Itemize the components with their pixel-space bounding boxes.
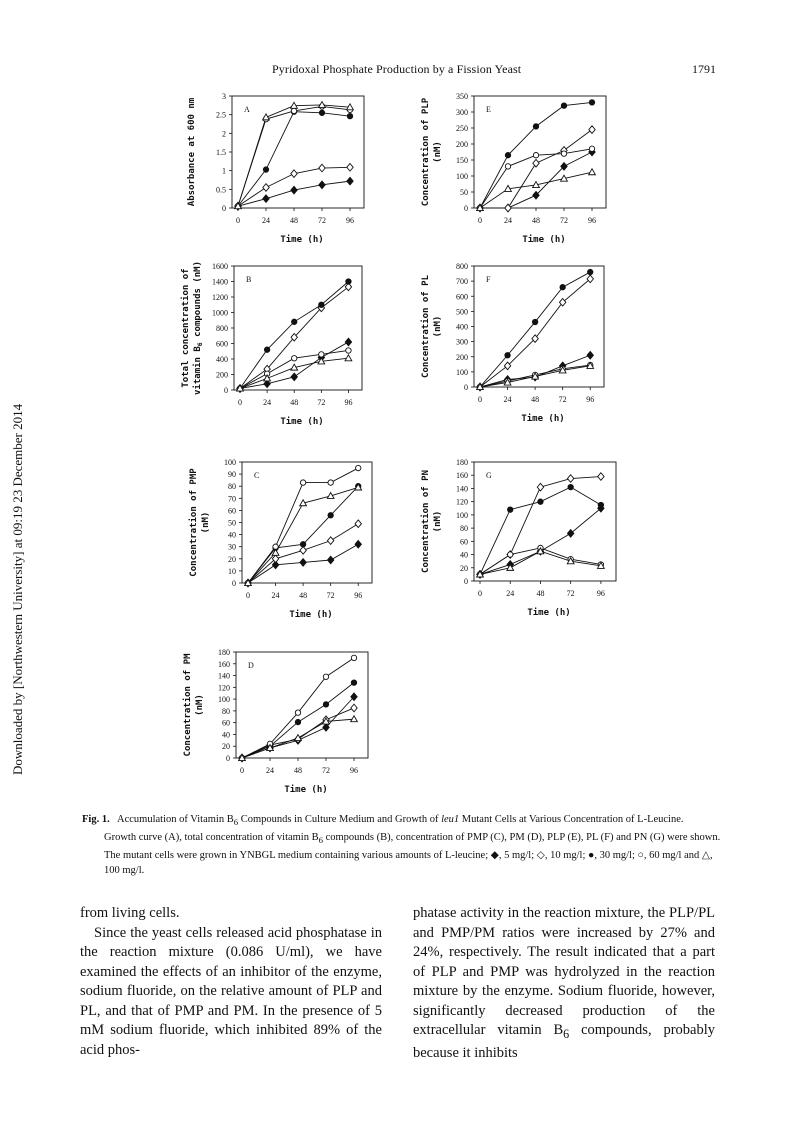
y-tick-label: 100 bbox=[456, 172, 468, 181]
data-point bbox=[351, 716, 358, 722]
data-point bbox=[588, 269, 593, 274]
y-tick-label: 180 bbox=[218, 648, 230, 657]
chart-panel-c bbox=[176, 454, 386, 630]
y-tick-label: 300 bbox=[456, 108, 468, 117]
x-tick-label: 0 bbox=[478, 216, 482, 225]
y-tick-label: 80 bbox=[222, 706, 230, 716]
data-point bbox=[508, 552, 513, 557]
y-axis-label-line: Concentration of PMP bbox=[189, 468, 199, 577]
data-point bbox=[356, 465, 361, 470]
data-point bbox=[537, 483, 543, 491]
data-point bbox=[291, 170, 297, 178]
data-point bbox=[319, 181, 325, 189]
figure-label: Fig. 1. bbox=[82, 814, 110, 825]
y-axis-label-line: Concentration of PN bbox=[421, 470, 431, 573]
data-point bbox=[345, 355, 352, 361]
y-tick-label: 40 bbox=[228, 530, 236, 540]
x-tick-label: 0 bbox=[246, 591, 250, 600]
x-tick-label: 0 bbox=[238, 398, 242, 407]
series-line bbox=[242, 697, 354, 758]
y-tick-label: 160 bbox=[218, 659, 230, 669]
y-axis-label-line: (nM) bbox=[195, 694, 205, 716]
data-point bbox=[587, 275, 593, 283]
data-point bbox=[263, 195, 269, 203]
y-tick-label: 0 bbox=[464, 383, 468, 392]
data-point bbox=[505, 164, 510, 169]
series-line bbox=[480, 172, 592, 208]
x-tick-label: 96 bbox=[344, 398, 353, 407]
x-tick-label: 72 bbox=[318, 216, 326, 225]
download-watermark-text: Downloaded by [Northwestern University] at 09:19 23 December 2014 bbox=[10, 403, 25, 775]
y-tick-label: 200 bbox=[456, 140, 468, 149]
x-tick-label: 72 bbox=[317, 398, 326, 407]
download-watermark bbox=[6, 375, 26, 775]
x-tick-label: 72 bbox=[326, 591, 335, 600]
data-point bbox=[568, 484, 573, 489]
series-line bbox=[480, 279, 590, 387]
y-axis-label-line: Concentration of PM bbox=[183, 653, 193, 757]
x-axis-label: Time (h) bbox=[280, 417, 324, 427]
data-point bbox=[533, 124, 538, 129]
data-point bbox=[532, 319, 537, 324]
chart-panel-b bbox=[166, 258, 380, 436]
chart-panel-e bbox=[408, 86, 618, 256]
y-tick-label: 30 bbox=[228, 542, 236, 552]
data-point bbox=[351, 655, 356, 660]
y-tick-label: 400 bbox=[456, 322, 468, 332]
y-tick-label: 0 bbox=[232, 579, 236, 588]
data-point bbox=[327, 537, 333, 545]
y-tick-label: 120 bbox=[456, 497, 468, 507]
panel-label: B bbox=[246, 275, 252, 284]
panel-label: E bbox=[486, 105, 491, 114]
x-tick-label: 96 bbox=[586, 395, 595, 404]
y-axis-label-line: Concentration of PL bbox=[421, 275, 431, 378]
data-point bbox=[300, 547, 306, 555]
y-tick-label: 3 bbox=[222, 92, 226, 101]
paragraph: Since the yeast cells released acid phosphatase in the reaction mixture (0.086 U/ml), we have examined the effects of an inhibitor of the enzyme, sodium fluoride, on the relative amount of PLP and PL, and that of PMP and PM. In the presence of 5 mM sodium fluoride, which inhibited 89% of the acid phos- bbox=[80, 924, 382, 1058]
y-tick-label: 50 bbox=[228, 518, 236, 528]
y-axis-label bbox=[188, 468, 211, 577]
plot-frame bbox=[234, 266, 362, 390]
chart-panel-a bbox=[170, 86, 380, 256]
data-point bbox=[346, 279, 351, 284]
data-point bbox=[328, 513, 333, 518]
y-tick-label: 20 bbox=[222, 742, 230, 752]
y-axis-label-line: Concentration of PLP bbox=[421, 97, 431, 207]
chart-panel-d bbox=[183, 642, 396, 804]
y-tick-label: 100 bbox=[224, 458, 236, 467]
x-tick-label: 24 bbox=[503, 395, 512, 404]
y-tick-label: 800 bbox=[216, 324, 228, 333]
data-point bbox=[589, 126, 595, 134]
y-tick-label: 50 bbox=[460, 188, 468, 197]
x-tick-label: 48 bbox=[299, 591, 308, 600]
x-tick-label: 24 bbox=[266, 766, 274, 775]
data-point bbox=[319, 302, 324, 307]
y-tick-label: 60 bbox=[222, 718, 230, 728]
data-point bbox=[505, 204, 511, 212]
y-tick-label: 1000 bbox=[212, 308, 228, 318]
y-axis-label-line: (nM) bbox=[201, 511, 211, 534]
x-tick-label: 72 bbox=[558, 395, 567, 404]
data-point bbox=[300, 542, 305, 547]
data-point bbox=[263, 184, 269, 192]
data-point bbox=[323, 702, 328, 707]
data-point bbox=[319, 164, 325, 172]
x-tick-label: 48 bbox=[290, 216, 298, 225]
x-tick-label: 96 bbox=[346, 216, 354, 225]
data-point bbox=[264, 375, 271, 381]
y-tick-label: 1600 bbox=[212, 262, 228, 271]
x-tick-label: 96 bbox=[596, 589, 605, 598]
x-tick-label: 24 bbox=[263, 398, 272, 407]
y-axis-label: Absorbance at 600 nm bbox=[187, 97, 197, 207]
y-axis-label-subscript: 6 bbox=[196, 342, 204, 347]
y-tick-label: 0 bbox=[464, 204, 468, 213]
y-tick-label: 10 bbox=[228, 566, 236, 576]
data-point bbox=[598, 473, 604, 481]
y-tick-label: 100 bbox=[218, 695, 230, 705]
data-point bbox=[561, 151, 566, 156]
y-axis-label-line: (nM) bbox=[433, 315, 443, 338]
y-tick-label: 20 bbox=[460, 563, 468, 573]
plot-frame bbox=[236, 652, 368, 758]
data-point bbox=[589, 169, 596, 175]
y-tick-label: 2 bbox=[222, 129, 226, 139]
y-tick-label: 200 bbox=[216, 370, 228, 380]
x-tick-label: 72 bbox=[566, 589, 575, 598]
y-axis-label bbox=[420, 274, 443, 378]
y-axis-label bbox=[420, 470, 443, 573]
data-point bbox=[351, 704, 357, 712]
series-line bbox=[480, 355, 590, 387]
y-tick-label: 180 bbox=[456, 458, 468, 467]
data-point bbox=[567, 530, 573, 538]
data-point bbox=[598, 502, 603, 507]
running-title: Pyridoxal Phosphate Production by a Fission Yeast bbox=[272, 62, 522, 76]
y-tick-label: 60 bbox=[228, 506, 236, 516]
data-point bbox=[508, 507, 513, 512]
y-axis-label bbox=[182, 653, 205, 757]
data-point bbox=[292, 319, 297, 324]
y-tick-label: 20 bbox=[228, 554, 236, 564]
y-tick-label: 250 bbox=[456, 124, 468, 133]
x-axis-label: Time (h) bbox=[280, 235, 324, 245]
y-tick-label: 300 bbox=[456, 337, 468, 347]
data-point bbox=[291, 108, 296, 113]
y-tick-label: 140 bbox=[218, 671, 230, 681]
y-tick-label: 120 bbox=[218, 683, 230, 693]
x-tick-label: 72 bbox=[322, 766, 330, 775]
y-tick-label: 700 bbox=[456, 277, 468, 287]
data-point bbox=[300, 480, 305, 485]
y-axis-label-part: compounds (nM) bbox=[193, 261, 203, 343]
x-tick-label: 0 bbox=[240, 766, 244, 775]
data-point bbox=[505, 353, 510, 358]
series-line bbox=[480, 508, 601, 574]
data-point bbox=[589, 100, 594, 105]
running-header bbox=[0, 62, 793, 82]
y-tick-label: 1 bbox=[222, 166, 226, 176]
data-point bbox=[561, 103, 566, 108]
data-point bbox=[263, 167, 268, 172]
data-point bbox=[295, 719, 300, 724]
x-tick-label: 72 bbox=[560, 216, 568, 225]
data-point bbox=[567, 475, 573, 483]
data-point bbox=[346, 348, 351, 353]
y-axis-label-line: (nM) bbox=[433, 141, 443, 163]
panel-label: D bbox=[248, 661, 254, 670]
chart-panel-g bbox=[416, 454, 626, 630]
panel-label: G bbox=[486, 471, 492, 480]
plot-frame bbox=[232, 96, 364, 208]
figure-title: Accumulation of Vitamin $B_6$ Compounds in Culture Medium and Growth of leu1 Mutant Cells at Various Concentration of L-Leucine. bbox=[117, 814, 684, 828]
x-tick-label: 0 bbox=[478, 589, 482, 598]
chart-panel-f bbox=[408, 258, 618, 436]
body-column-left bbox=[80, 904, 382, 1060]
data-point bbox=[328, 480, 333, 485]
panel-label: C bbox=[254, 471, 260, 480]
data-point bbox=[587, 351, 593, 359]
data-point bbox=[272, 555, 278, 563]
data-point bbox=[347, 113, 352, 118]
y-tick-label: 150 bbox=[456, 156, 468, 165]
y-tick-label: 70 bbox=[228, 494, 236, 504]
x-tick-label: 96 bbox=[354, 591, 363, 600]
x-axis-label: Time (h) bbox=[289, 610, 333, 620]
y-tick-label: 80 bbox=[460, 524, 468, 534]
data-point bbox=[538, 499, 543, 504]
y-tick-label: 40 bbox=[222, 730, 230, 740]
x-tick-label: 48 bbox=[532, 216, 540, 225]
x-axis-label: Time (h) bbox=[284, 785, 328, 795]
data-point bbox=[355, 540, 361, 548]
data-point bbox=[292, 356, 297, 361]
paragraph: from living cells. bbox=[80, 905, 180, 921]
y-tick-label: 1400 bbox=[212, 277, 228, 287]
y-tick-label: 160 bbox=[456, 471, 468, 481]
data-point bbox=[505, 153, 510, 158]
x-tick-label: 24 bbox=[262, 216, 270, 225]
y-tick-label: 90 bbox=[228, 470, 236, 480]
y-axis-label-line: Total concentration of bbox=[181, 268, 191, 388]
body-column-right bbox=[413, 904, 715, 1064]
y-tick-label: 40 bbox=[460, 550, 468, 560]
figure-caption bbox=[82, 812, 722, 878]
x-tick-label: 48 bbox=[290, 398, 299, 407]
paragraph: phatase activity in the reaction mixture, the PLP/PL and PMP/PM ratios were increased by 27% and 24%, respectively. The result indicated that a part of PLP and PMP was hydrolyzed in the reaction mixture by the enzyme. Sodium fluoride, however, significantly decreased production of the extracellular vitamin $B_6$ compounds, probably because it inhibits bbox=[413, 905, 715, 1062]
y-tick-label: 100 bbox=[456, 367, 468, 377]
y-tick-label: 0 bbox=[464, 577, 468, 586]
x-tick-label: 48 bbox=[531, 395, 540, 404]
figure-description: Growth curve (A), total concentration of vitamin $B_6$ compounds (B), concentration of PMP (C), PM (D), PLP (E), PL (F) and PN (G) were shown. The mutant cells were grown in YNBGL medium containing various amounts of L-leucine; ◆, 5 mg/l; ◇, 10 mg/l; ●, 30 mg/l; ○, 60 mg/l and △, 100 mg/l. bbox=[104, 832, 721, 877]
x-axis-label: Time (h) bbox=[522, 235, 566, 245]
y-tick-label: 80 bbox=[228, 482, 236, 492]
data-point bbox=[533, 153, 538, 158]
data-point bbox=[347, 177, 353, 185]
y-tick-label: 0 bbox=[224, 386, 228, 395]
x-axis-label: Time (h) bbox=[521, 414, 565, 424]
x-tick-label: 0 bbox=[236, 216, 240, 225]
y-tick-label: 140 bbox=[456, 484, 468, 494]
x-tick-label: 24 bbox=[506, 589, 515, 598]
y-tick-label: 600 bbox=[216, 339, 228, 349]
x-axis-label: Time (h) bbox=[527, 608, 571, 618]
panel-label: F bbox=[486, 275, 491, 284]
data-point bbox=[345, 338, 351, 346]
y-tick-label: 1.5 bbox=[216, 148, 226, 157]
data-point bbox=[327, 556, 333, 564]
x-tick-label: 24 bbox=[271, 591, 280, 600]
data-point bbox=[355, 520, 361, 528]
data-point bbox=[263, 114, 270, 120]
y-axis-label bbox=[420, 97, 443, 206]
x-tick-label: 0 bbox=[478, 395, 482, 404]
y-tick-label: 800 bbox=[456, 262, 468, 271]
data-point bbox=[295, 710, 300, 715]
y-tick-label: 100 bbox=[456, 510, 468, 520]
data-point bbox=[351, 680, 356, 685]
y-axis-label bbox=[180, 261, 204, 395]
y-tick-label: 600 bbox=[456, 292, 468, 302]
page-number: 1791 bbox=[692, 62, 716, 76]
data-point bbox=[560, 284, 565, 289]
data-point bbox=[323, 674, 328, 679]
series-line bbox=[480, 272, 590, 387]
y-axis-label-line: (nM) bbox=[433, 510, 443, 533]
y-tick-label: 200 bbox=[456, 352, 468, 362]
y-tick-label: 1200 bbox=[212, 293, 228, 302]
y-tick-label: 0 bbox=[222, 204, 226, 213]
data-point bbox=[300, 559, 306, 567]
data-point bbox=[589, 146, 594, 151]
data-point bbox=[319, 110, 324, 115]
y-tick-label: 400 bbox=[216, 355, 228, 364]
data-point bbox=[291, 186, 297, 194]
y-tick-label: 0.5 bbox=[216, 185, 226, 195]
data-point bbox=[264, 347, 269, 352]
x-tick-label: 96 bbox=[588, 216, 596, 225]
data-point bbox=[291, 373, 297, 381]
y-tick-label: 350 bbox=[456, 92, 468, 101]
y-tick-label: 60 bbox=[460, 537, 468, 547]
y-axis-label-line bbox=[192, 261, 204, 395]
x-tick-label: 48 bbox=[536, 589, 545, 598]
x-tick-label: 24 bbox=[504, 216, 512, 225]
y-axis-label-part: vitamin B bbox=[193, 346, 203, 395]
data-point bbox=[319, 352, 324, 357]
y-tick-label: 2.5 bbox=[216, 110, 226, 120]
data-point bbox=[533, 159, 539, 167]
y-tick-label: 500 bbox=[456, 307, 468, 317]
x-tick-label: 48 bbox=[294, 766, 302, 775]
data-point bbox=[347, 164, 353, 172]
y-tick-label: 0 bbox=[226, 754, 230, 763]
x-tick-label: 96 bbox=[350, 766, 358, 775]
panel-label: A bbox=[244, 105, 250, 114]
